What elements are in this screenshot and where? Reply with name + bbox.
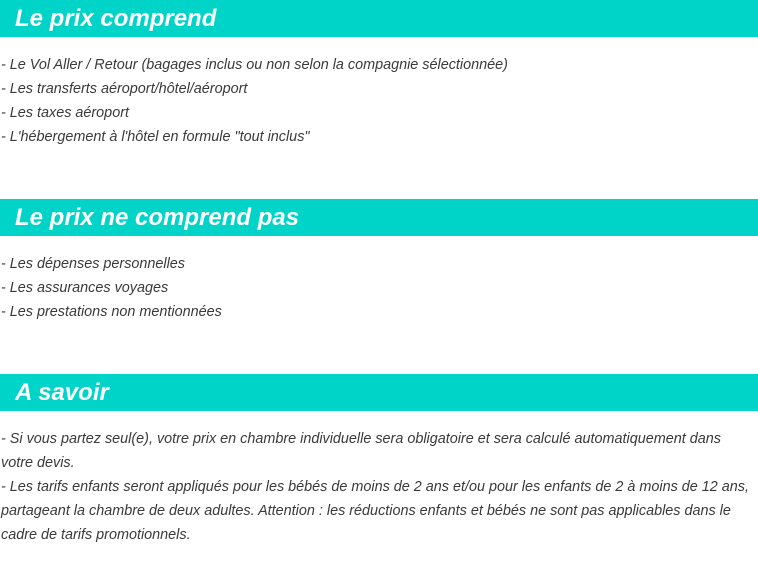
list-item: - Le Vol Aller / Retour (bagages inclus ou non selon la compagnie sélectionnée) (1, 57, 508, 73)
list-item: - Les taxes aéroport (1, 105, 129, 121)
section-title: Le prix comprend (15, 4, 217, 32)
section-price-includes (0, 0, 758, 149)
list-item: - Les dépenses personnelles (1, 256, 186, 272)
excluded-list (0, 236, 758, 324)
section-title: A savoir (15, 378, 109, 406)
section-header (0, 0, 758, 37)
list-item: - Les assurances voyages (1, 280, 169, 296)
included-list (0, 37, 758, 149)
section-title: Le prix ne comprend pas (15, 203, 300, 231)
note-paragraph: - Les tarifs enfants seront appliqués pour les bébés de moins de 2 ans et/ou pour les enfants de 2 à moins de 12 ans, partageant la chambre de deux adultes. Attention : les réductions enfants et bébés ne sont pas applicables dans le cadre de tarifs promotionnels. (1, 479, 749, 543)
note-paragraph: - Si vous partez seul(e), votre prix en chambre individuelle sera obligatoire et sera calculé automatiquement dans votre devis. (1, 431, 721, 471)
list-item: - Les prestations non mentionnées (1, 304, 222, 320)
notes-list (0, 411, 758, 547)
section-price-excludes (0, 199, 758, 324)
section-good-to-know (0, 374, 758, 547)
section-header (0, 374, 758, 411)
section-header (0, 199, 758, 236)
list-item: - L'hébergement à l'hôtel en formule "tout inclus" (1, 129, 310, 145)
list-item: - Les transferts aéroport/hôtel/aéroport (1, 81, 248, 97)
